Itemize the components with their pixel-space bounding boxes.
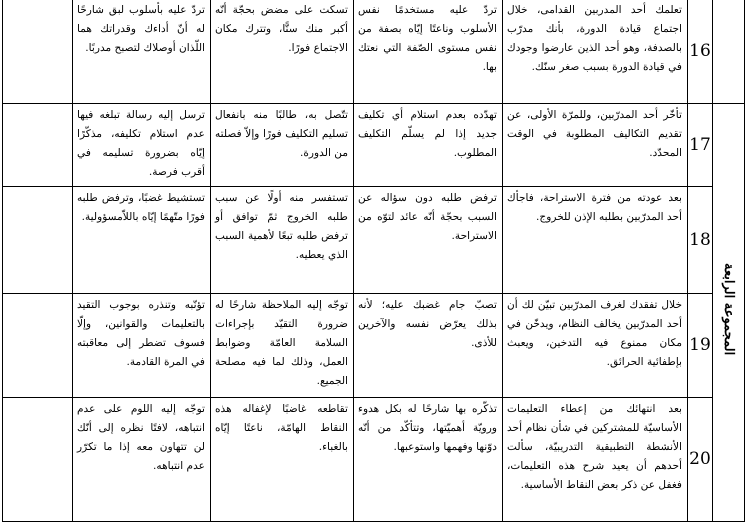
response-option-1: تصبّ جام غضبك عليه؛ لأنه بذلك يعرّض نفسه والآخرين للأذى. [354,294,503,398]
group-label-cell [713,104,745,522]
table-row [3,0,745,104]
row-number: 17 [688,104,713,187]
response-option-1: تهدّده بعدم استلام أي تكليف جديد إذا لم يسلّم التكليف المطلوب. [354,104,503,187]
blank-cell [3,104,73,187]
response-option-2: تقاطعه غاضبًا لإغفاله هذه النقاط الهامّة، ناعتًا إيّاه بالغباء. [211,398,354,522]
response-option-1: ترفض طلبه دون سؤاله عن السبب بحجّة أنّه عائد لتوّه من الاستراحة. [354,187,503,294]
situation-cell: تأخّر أحد المدرّبين، وللمرّة الأولى، عن تقديم التكاليف المطلوبة في الوقت المحدّد. [503,104,688,187]
blank-cell [3,0,73,104]
table-row [3,398,745,522]
group-label: المجموعة الرابعة [721,262,736,356]
table-row [3,187,745,294]
response-option-1: تردّ عليه مستخدمًا نفس الأسلوب وناعتًا إيّاه بصفة من نفس مستوى الصّفة التي نعتك بها. [354,0,503,104]
response-option-3: تؤنّبه وتنذره بوجوب التقيد بالتعليمات والقوانين، وإلّا فسوف تضطر إلى معاقبته في المرة القادمة. [73,294,211,398]
situation-cell: بعد انتهائك من إعطاء التعليمات الأساسيّة للمشتركين في شأن نظام أحد الأنشطة التطبيقية التدريبيّة، سألت أحدهم أن يعيد شرح هذه التعليمات، فغفل عن ذكر بعض النقاط الأساسية. [503,398,688,522]
table-row [3,104,745,187]
situation-cell: خلال تفقدك لغرف المدرّبين تبيّن لك أن أحد المدرّبين يخالف النظام، ويدخّن في مكان ممنوع فيه التدخين، ويعبث بإطفائية الحرائق. [503,294,688,398]
response-option-3: ترسل إليه رسالة تبلغه فيها عدم استلام تكليفه، مذكّرًا إيّاه بضرورة تسليمه في أقرب فرصة. [73,104,211,187]
response-option-2: تسكت على مضض بحجّة أنّه أكبر منك سنًّا، وتترك مكان الاجتماع فورًا. [211,0,354,104]
table-row [3,294,745,398]
situation-cell: تعلمك أحد المدربين القدامى، خلال اجتماع قيادة الدورة، بأنك مدرّب بالصدفة، وهو أحد الذين عارضوا وجودك في قيادة الدورة بسبب صغر سنّك. [503,0,688,104]
blank-cell [3,294,73,398]
row-number: 16 [688,0,713,104]
group-label-cell [713,0,745,104]
response-option-3: توجّه إليه اللوم على عدم انتباهه، لافتًا نظره إلى أنّك لن تتهاون معه إذا ما تكرّر عدم انتباهه. [73,398,211,522]
row-number: 20 [688,398,713,522]
response-option-2: توجّه إليه الملاحظة شارحًا له ضرورة التقيّد بإجراءات السلامة العامّة وضوابط العمل، وذلك لما فيه مصلحة الجميع. [211,294,354,398]
row-number: 19 [688,294,713,398]
response-option-1: تذكّره بها شارحًا له بكل هدوء ورويّة أهميّتها، وتتأكّد من أنّه دوّنها وفهمها واستوعبها. [354,398,503,522]
response-option-2: تتّصل به، طالبًا منه بانفعال تسليم التكليف فورًا وإلاّ فصلته من الدورة. [211,104,354,187]
situation-cell: بعد عودته من فترة الاستراحة، فاجأك أحد المدرّبين بطلبه الإذن للخروج. [503,187,688,294]
scenario-table [2,0,745,522]
response-option-3: تردّ عليه بأسلوب لبق شارحًا له أنّ أداءك وقدراتك هما اللّذان أوصلاك لتصبح مدربًا. [73,0,211,104]
row-number: 18 [688,187,713,294]
response-option-2: تستفسر منه أولًا عن سبب طلبه الخروج ثمّ توافق أو ترفض طلبه تبعًا لأهمية السبب الذي يعطيه. [211,187,354,294]
blank-cell [3,187,73,294]
blank-cell [3,398,73,522]
response-option-3: تستشيط غضبًا، وترفض طلبه فورًا متّهمًا إيّاه باللاّمسؤولية. [73,187,211,294]
